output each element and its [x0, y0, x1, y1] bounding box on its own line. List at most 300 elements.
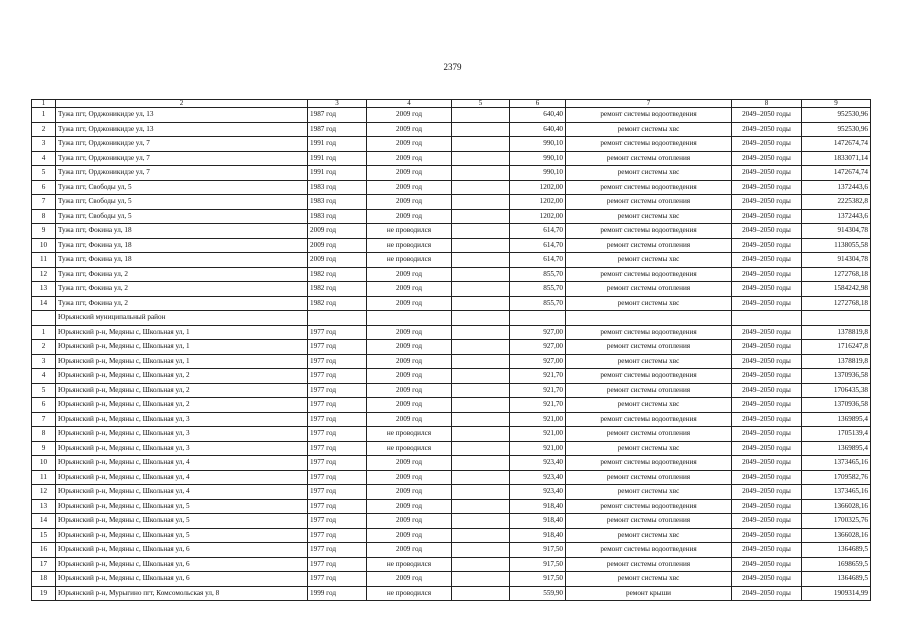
area-cell: 923,40 — [510, 470, 566, 485]
area-cell: 855,70 — [510, 267, 566, 282]
row-number-cell: 15 — [32, 528, 56, 543]
row-number-cell: 10 — [32, 456, 56, 471]
cost-cell: 1272768,18 — [802, 296, 871, 311]
column-number: 9 — [802, 100, 871, 108]
area-cell: 990,10 — [510, 137, 566, 152]
period-cell: 2049–2050 годы — [732, 427, 802, 442]
cost-cell: 1709582,76 — [802, 470, 871, 485]
address-cell: Юрьянский р-н, Медяны с, Школьная ул, 6 — [56, 557, 308, 572]
address-cell: Тужа пгт, Свободы ул, 5 — [56, 180, 308, 195]
column-number: 2 — [56, 100, 308, 108]
build-year-cell: 1977 год — [308, 543, 367, 558]
area-cell: 921,00 — [510, 427, 566, 442]
area-cell: 640,40 — [510, 122, 566, 137]
table-row — [32, 586, 871, 601]
cost-cell: 1472674,74 — [802, 137, 871, 152]
row-number-cell: 13 — [32, 499, 56, 514]
build-year-cell: 1977 год — [308, 369, 367, 384]
period-cell: 2049–2050 годы — [732, 108, 802, 123]
empty-cell — [452, 267, 510, 282]
cost-cell: 1370936,58 — [802, 369, 871, 384]
last-repair-cell: 2009 год — [367, 456, 452, 471]
work-type-cell: ремонт системы хвс — [566, 485, 732, 500]
table-row — [32, 166, 871, 181]
work-type-cell: ремонт системы хвс — [566, 398, 732, 413]
build-year-cell: 1977 год — [308, 325, 367, 340]
row-number-cell: 4 — [32, 151, 56, 166]
empty-cell — [452, 427, 510, 442]
row-number-cell: 12 — [32, 267, 56, 282]
period-cell: 2049–2050 годы — [732, 514, 802, 529]
table-body — [32, 100, 871, 601]
row-number-cell — [32, 311, 56, 326]
work-type-cell: ремонт системы хвс — [566, 296, 732, 311]
table-row — [32, 224, 871, 239]
address-cell: Юрьянский р-н, Медяны с, Школьная ул, 1 — [56, 340, 308, 355]
address-cell: Тужа пгт, Фокина ул, 18 — [56, 238, 308, 253]
empty-cell — [452, 282, 510, 297]
work-type-cell — [566, 311, 732, 326]
last-repair-cell: 2009 год — [367, 514, 452, 529]
table-row — [32, 514, 871, 529]
area-cell: 1202,00 — [510, 180, 566, 195]
address-cell: Юрьянский р-н, Медяны с, Школьная ул, 4 — [56, 470, 308, 485]
build-year-cell: 1977 год — [308, 427, 367, 442]
table-row — [32, 325, 871, 340]
address-cell: Юрьянский р-н, Медяны с, Школьная ул, 2 — [56, 398, 308, 413]
period-cell: 2049–2050 годы — [732, 209, 802, 224]
cost-cell: 1378819,8 — [802, 325, 871, 340]
area-cell: 640,40 — [510, 108, 566, 123]
empty-cell — [452, 572, 510, 587]
row-number-cell: 1 — [32, 108, 56, 123]
work-type-cell: ремонт системы водоотведения — [566, 543, 732, 558]
cost-cell: 952530,96 — [802, 108, 871, 123]
empty-cell — [452, 354, 510, 369]
build-year-cell: 1991 год — [308, 137, 367, 152]
area-cell: 990,10 — [510, 166, 566, 181]
address-cell: Юрьянский р-н, Медяны с, Школьная ул, 1 — [56, 325, 308, 340]
empty-cell — [452, 166, 510, 181]
build-year-cell: 2009 год — [308, 224, 367, 239]
work-type-cell: ремонт системы водоотведения — [566, 180, 732, 195]
empty-cell — [452, 311, 510, 326]
work-type-cell: ремонт системы отопления — [566, 470, 732, 485]
row-number-cell: 16 — [32, 543, 56, 558]
cost-cell — [802, 311, 871, 326]
area-cell: 927,00 — [510, 354, 566, 369]
last-repair-cell: 2009 год — [367, 354, 452, 369]
last-repair-cell: 2009 год — [367, 166, 452, 181]
work-type-cell: ремонт системы отопления — [566, 427, 732, 442]
work-type-cell: ремонт системы хвс — [566, 122, 732, 137]
work-type-cell: ремонт системы отопления — [566, 557, 732, 572]
last-repair-cell: не проводился — [367, 238, 452, 253]
address-cell: Тужа пгт, Орджоникидзе ул, 13 — [56, 122, 308, 137]
build-year-cell: 1977 год — [308, 557, 367, 572]
row-number-cell: 19 — [32, 586, 56, 601]
area-cell: 917,50 — [510, 543, 566, 558]
build-year-cell: 1977 год — [308, 470, 367, 485]
row-number-cell: 5 — [32, 166, 56, 181]
period-cell: 2049–2050 годы — [732, 354, 802, 369]
build-year-cell: 1977 год — [308, 499, 367, 514]
row-number-cell: 3 — [32, 137, 56, 152]
column-number-header-row — [32, 100, 871, 108]
empty-cell — [452, 195, 510, 210]
area-cell: 614,70 — [510, 253, 566, 268]
cost-cell: 1372443,6 — [802, 180, 871, 195]
row-number-cell: 8 — [32, 427, 56, 442]
cost-cell: 1909314,99 — [802, 586, 871, 601]
area-cell: 921,70 — [510, 398, 566, 413]
work-type-cell: ремонт системы водоотведения — [566, 137, 732, 152]
last-repair-cell: 2009 год — [367, 282, 452, 297]
work-type-cell: ремонт системы хвс — [566, 441, 732, 456]
period-cell: 2049–2050 годы — [732, 267, 802, 282]
empty-cell — [452, 586, 510, 601]
row-number-cell: 1 — [32, 325, 56, 340]
empty-cell — [452, 369, 510, 384]
table-row — [32, 137, 871, 152]
build-year-cell: 1982 год — [308, 267, 367, 282]
cost-cell: 1372443,6 — [802, 209, 871, 224]
row-number-cell: 2 — [32, 122, 56, 137]
table-row — [32, 543, 871, 558]
build-year-cell: 1983 год — [308, 180, 367, 195]
last-repair-cell: 2009 год — [367, 267, 452, 282]
table-row — [32, 557, 871, 572]
area-cell: 921,00 — [510, 441, 566, 456]
last-repair-cell: 2009 год — [367, 412, 452, 427]
address-cell: Тужа пгт, Фокина ул, 2 — [56, 296, 308, 311]
last-repair-cell: 2009 год — [367, 340, 452, 355]
row-number-cell: 9 — [32, 441, 56, 456]
table-row — [32, 340, 871, 355]
period-cell: 2049–2050 годы — [732, 282, 802, 297]
last-repair-cell: 2009 год — [367, 485, 452, 500]
area-cell: 918,40 — [510, 514, 566, 529]
column-number: 6 — [510, 100, 566, 108]
table-row — [32, 485, 871, 500]
period-cell: 2049–2050 годы — [732, 412, 802, 427]
last-repair-cell: не проводился — [367, 441, 452, 456]
period-cell: 2049–2050 годы — [732, 166, 802, 181]
empty-cell — [452, 485, 510, 500]
cost-cell: 1373465,16 — [802, 456, 871, 471]
work-type-cell: ремонт системы водоотведения — [566, 267, 732, 282]
area-cell: 918,40 — [510, 499, 566, 514]
cost-cell: 1364689,5 — [802, 572, 871, 587]
work-type-cell: ремонт системы хвс — [566, 528, 732, 543]
work-type-cell: ремонт системы хвс — [566, 166, 732, 181]
work-type-cell: ремонт системы хвс — [566, 572, 732, 587]
build-year-cell: 1977 год — [308, 383, 367, 398]
cost-cell: 1366028,16 — [802, 528, 871, 543]
column-number: 5 — [452, 100, 510, 108]
period-cell: 2049–2050 годы — [732, 470, 802, 485]
row-number-cell: 8 — [32, 209, 56, 224]
table-row — [32, 470, 871, 485]
build-year-cell: 1977 год — [308, 528, 367, 543]
row-number-cell: 4 — [32, 369, 56, 384]
last-repair-cell: не проводился — [367, 427, 452, 442]
area-cell: 917,50 — [510, 572, 566, 587]
cost-cell: 914304,78 — [802, 253, 871, 268]
work-type-cell: ремонт системы отопления — [566, 282, 732, 297]
build-year-cell: 1982 год — [308, 296, 367, 311]
cost-cell: 1700325,76 — [802, 514, 871, 529]
build-year-cell: 1977 год — [308, 398, 367, 413]
empty-cell — [452, 383, 510, 398]
empty-cell — [452, 499, 510, 514]
build-year-cell — [308, 311, 367, 326]
cost-cell: 1138055,58 — [802, 238, 871, 253]
empty-cell — [452, 441, 510, 456]
cost-cell: 1833071,14 — [802, 151, 871, 166]
build-year-cell: 1982 год — [308, 282, 367, 297]
last-repair-cell: не проводился — [367, 253, 452, 268]
build-year-cell: 1977 год — [308, 572, 367, 587]
period-cell: 2049–2050 годы — [732, 296, 802, 311]
empty-cell — [452, 108, 510, 123]
cost-cell: 1716247,8 — [802, 340, 871, 355]
work-type-cell: ремонт системы отопления — [566, 238, 732, 253]
empty-cell — [452, 137, 510, 152]
area-cell: 927,00 — [510, 325, 566, 340]
period-cell: 2049–2050 годы — [732, 137, 802, 152]
work-type-cell: ремонт системы водоотведения — [566, 224, 732, 239]
area-cell: 855,70 — [510, 282, 566, 297]
empty-cell — [452, 557, 510, 572]
last-repair-cell: 2009 год — [367, 369, 452, 384]
empty-cell — [452, 238, 510, 253]
last-repair-cell: 2009 год — [367, 572, 452, 587]
cost-cell: 1705139,4 — [802, 427, 871, 442]
last-repair-cell: 2009 год — [367, 180, 452, 195]
build-year-cell: 1983 год — [308, 209, 367, 224]
row-number-cell: 13 — [32, 282, 56, 297]
period-cell: 2049–2050 годы — [732, 151, 802, 166]
last-repair-cell: 2009 год — [367, 296, 452, 311]
row-number-cell: 7 — [32, 195, 56, 210]
column-number: 7 — [566, 100, 732, 108]
address-cell: Юрьянский р-н, Медяны с, Школьная ул, 1 — [56, 354, 308, 369]
empty-cell — [452, 514, 510, 529]
address-cell: Юрьянский р-н, Медяны с, Школьная ул, 2 — [56, 369, 308, 384]
area-cell — [510, 311, 566, 326]
build-year-cell: 1977 год — [308, 340, 367, 355]
work-type-cell: ремонт системы водоотведения — [566, 499, 732, 514]
period-cell: 2049–2050 годы — [732, 572, 802, 587]
last-repair-cell: 2009 год — [367, 398, 452, 413]
empty-cell — [452, 122, 510, 137]
row-number-cell: 10 — [32, 238, 56, 253]
build-year-cell: 1983 год — [308, 195, 367, 210]
work-type-cell: ремонт системы водоотведения — [566, 369, 732, 384]
address-cell: Юрьянский р-н, Медяны с, Школьная ул, 4 — [56, 456, 308, 471]
column-number: 3 — [308, 100, 367, 108]
build-year-cell: 1977 год — [308, 485, 367, 500]
period-cell: 2049–2050 годы — [732, 485, 802, 500]
last-repair-cell: 2009 год — [367, 499, 452, 514]
build-year-cell: 1977 год — [308, 441, 367, 456]
empty-cell — [452, 398, 510, 413]
address-cell: Тужа пгт, Орджоникидзе ул, 13 — [56, 108, 308, 123]
address-cell: Юрьянский р-н, Медяны с, Школьная ул, 3 — [56, 441, 308, 456]
work-type-cell: ремонт системы водоотведения — [566, 456, 732, 471]
address-cell: Тужа пгт, Орджоникидзе ул, 7 — [56, 151, 308, 166]
last-repair-cell: 2009 год — [367, 122, 452, 137]
period-cell — [732, 311, 802, 326]
table-row — [32, 282, 871, 297]
period-cell: 2049–2050 годы — [732, 180, 802, 195]
cost-cell: 1364689,5 — [802, 543, 871, 558]
area-cell: 927,00 — [510, 340, 566, 355]
period-cell: 2049–2050 годы — [732, 398, 802, 413]
address-cell: Тужа пгт, Орджоникидзе ул, 7 — [56, 166, 308, 181]
section-header-row — [32, 311, 871, 326]
cost-cell: 2225382,8 — [802, 195, 871, 210]
row-number-cell: 6 — [32, 180, 56, 195]
table-row — [32, 528, 871, 543]
period-cell: 2049–2050 годы — [732, 238, 802, 253]
row-number-cell: 3 — [32, 354, 56, 369]
table-row — [32, 108, 871, 123]
address-cell: Юрьянский р-н, Медяны с, Школьная ул, 4 — [56, 485, 308, 500]
last-repair-cell: 2009 год — [367, 209, 452, 224]
area-cell: 990,10 — [510, 151, 566, 166]
build-year-cell: 1977 год — [308, 354, 367, 369]
empty-cell — [452, 325, 510, 340]
last-repair-cell: не проводился — [367, 557, 452, 572]
build-year-cell: 2009 год — [308, 253, 367, 268]
build-year-cell: 2009 год — [308, 238, 367, 253]
address-cell: Юрьянский р-н, Медяны с, Школьная ул, 6 — [56, 543, 308, 558]
period-cell: 2049–2050 годы — [732, 369, 802, 384]
table-row — [32, 441, 871, 456]
empty-cell — [452, 456, 510, 471]
build-year-cell: 1991 год — [308, 151, 367, 166]
work-type-cell: ремонт системы отопления — [566, 514, 732, 529]
row-number-cell: 17 — [32, 557, 56, 572]
cost-cell: 1369895,4 — [802, 412, 871, 427]
build-year-cell: 1977 год — [308, 412, 367, 427]
last-repair-cell: 2009 год — [367, 195, 452, 210]
area-cell: 921,70 — [510, 369, 566, 384]
build-year-cell: 1977 год — [308, 456, 367, 471]
period-cell: 2049–2050 годы — [732, 325, 802, 340]
table-row — [32, 238, 871, 253]
cost-cell: 952530,96 — [802, 122, 871, 137]
cost-cell: 914304,78 — [802, 224, 871, 239]
address-cell: Юрьянский р-н, Мурыгино пгт, Комсомольская ул, 8 — [56, 586, 308, 601]
row-number-cell: 14 — [32, 296, 56, 311]
work-type-cell: ремонт системы хвс — [566, 253, 732, 268]
address-cell: Юрьянский р-н, Медяны с, Школьная ул, 3 — [56, 427, 308, 442]
cost-cell: 1472674,74 — [802, 166, 871, 181]
column-number: 4 — [367, 100, 452, 108]
cost-cell: 1698659,5 — [802, 557, 871, 572]
period-cell: 2049–2050 годы — [732, 586, 802, 601]
last-repair-cell: 2009 год — [367, 137, 452, 152]
area-cell: 559,90 — [510, 586, 566, 601]
empty-cell — [452, 253, 510, 268]
table-row — [32, 427, 871, 442]
address-cell: Юрьянский р-н, Медяны с, Школьная ул, 3 — [56, 412, 308, 427]
cost-cell: 1272768,18 — [802, 267, 871, 282]
cost-cell: 1366028,16 — [802, 499, 871, 514]
last-repair-cell: 2009 год — [367, 470, 452, 485]
cost-cell: 1378819,8 — [802, 354, 871, 369]
row-number-cell: 11 — [32, 253, 56, 268]
address-cell: Тужа пгт, Фокина ул, 18 — [56, 224, 308, 239]
empty-cell — [452, 543, 510, 558]
column-number: 8 — [732, 100, 802, 108]
row-number-cell: 14 — [32, 514, 56, 529]
table-row — [32, 398, 871, 413]
work-type-cell: ремонт системы водоотведения — [566, 108, 732, 123]
column-number: 1 — [32, 100, 56, 108]
build-year-cell: 1987 год — [308, 108, 367, 123]
empty-cell — [452, 224, 510, 239]
address-cell: Тужа пгт, Фокина ул, 2 — [56, 282, 308, 297]
last-repair-cell: 2009 год — [367, 383, 452, 398]
area-cell: 918,40 — [510, 528, 566, 543]
empty-cell — [452, 296, 510, 311]
address-cell: Тужа пгт, Фокина ул, 18 — [56, 253, 308, 268]
period-cell: 2049–2050 годы — [732, 195, 802, 210]
period-cell: 2049–2050 годы — [732, 122, 802, 137]
address-cell: Тужа пгт, Фокина ул, 2 — [56, 267, 308, 282]
table-row — [32, 267, 871, 282]
period-cell: 2049–2050 годы — [732, 441, 802, 456]
build-year-cell: 1991 год — [308, 166, 367, 181]
last-repair-cell: 2009 год — [367, 325, 452, 340]
empty-cell — [452, 412, 510, 427]
work-type-cell: ремонт крыши — [566, 586, 732, 601]
empty-cell — [452, 528, 510, 543]
last-repair-cell: не проводился — [367, 586, 452, 601]
cost-cell: 1706435,38 — [802, 383, 871, 398]
cost-cell: 1584242,98 — [802, 282, 871, 297]
area-cell: 921,00 — [510, 412, 566, 427]
page-number: 2379 — [443, 62, 462, 72]
row-number-cell: 12 — [32, 485, 56, 500]
row-number-cell: 5 — [32, 383, 56, 398]
area-cell: 614,70 — [510, 238, 566, 253]
table-row — [32, 572, 871, 587]
table-row — [32, 354, 871, 369]
cost-cell: 1370936,58 — [802, 398, 871, 413]
work-type-cell: ремонт системы отопления — [566, 195, 732, 210]
empty-cell — [452, 151, 510, 166]
row-number-cell: 2 — [32, 340, 56, 355]
last-repair-cell: 2009 год — [367, 108, 452, 123]
table-row — [32, 209, 871, 224]
period-cell: 2049–2050 годы — [732, 557, 802, 572]
work-type-cell: ремонт системы хвс — [566, 354, 732, 369]
period-cell: 2049–2050 годы — [732, 340, 802, 355]
period-cell: 2049–2050 годы — [732, 499, 802, 514]
area-cell: 1202,00 — [510, 195, 566, 210]
work-type-cell: ремонт системы хвс — [566, 209, 732, 224]
area-cell: 923,40 — [510, 456, 566, 471]
row-number-cell: 18 — [32, 572, 56, 587]
work-type-cell: ремонт системы отопления — [566, 151, 732, 166]
period-cell: 2049–2050 годы — [732, 224, 802, 239]
empty-cell — [452, 180, 510, 195]
